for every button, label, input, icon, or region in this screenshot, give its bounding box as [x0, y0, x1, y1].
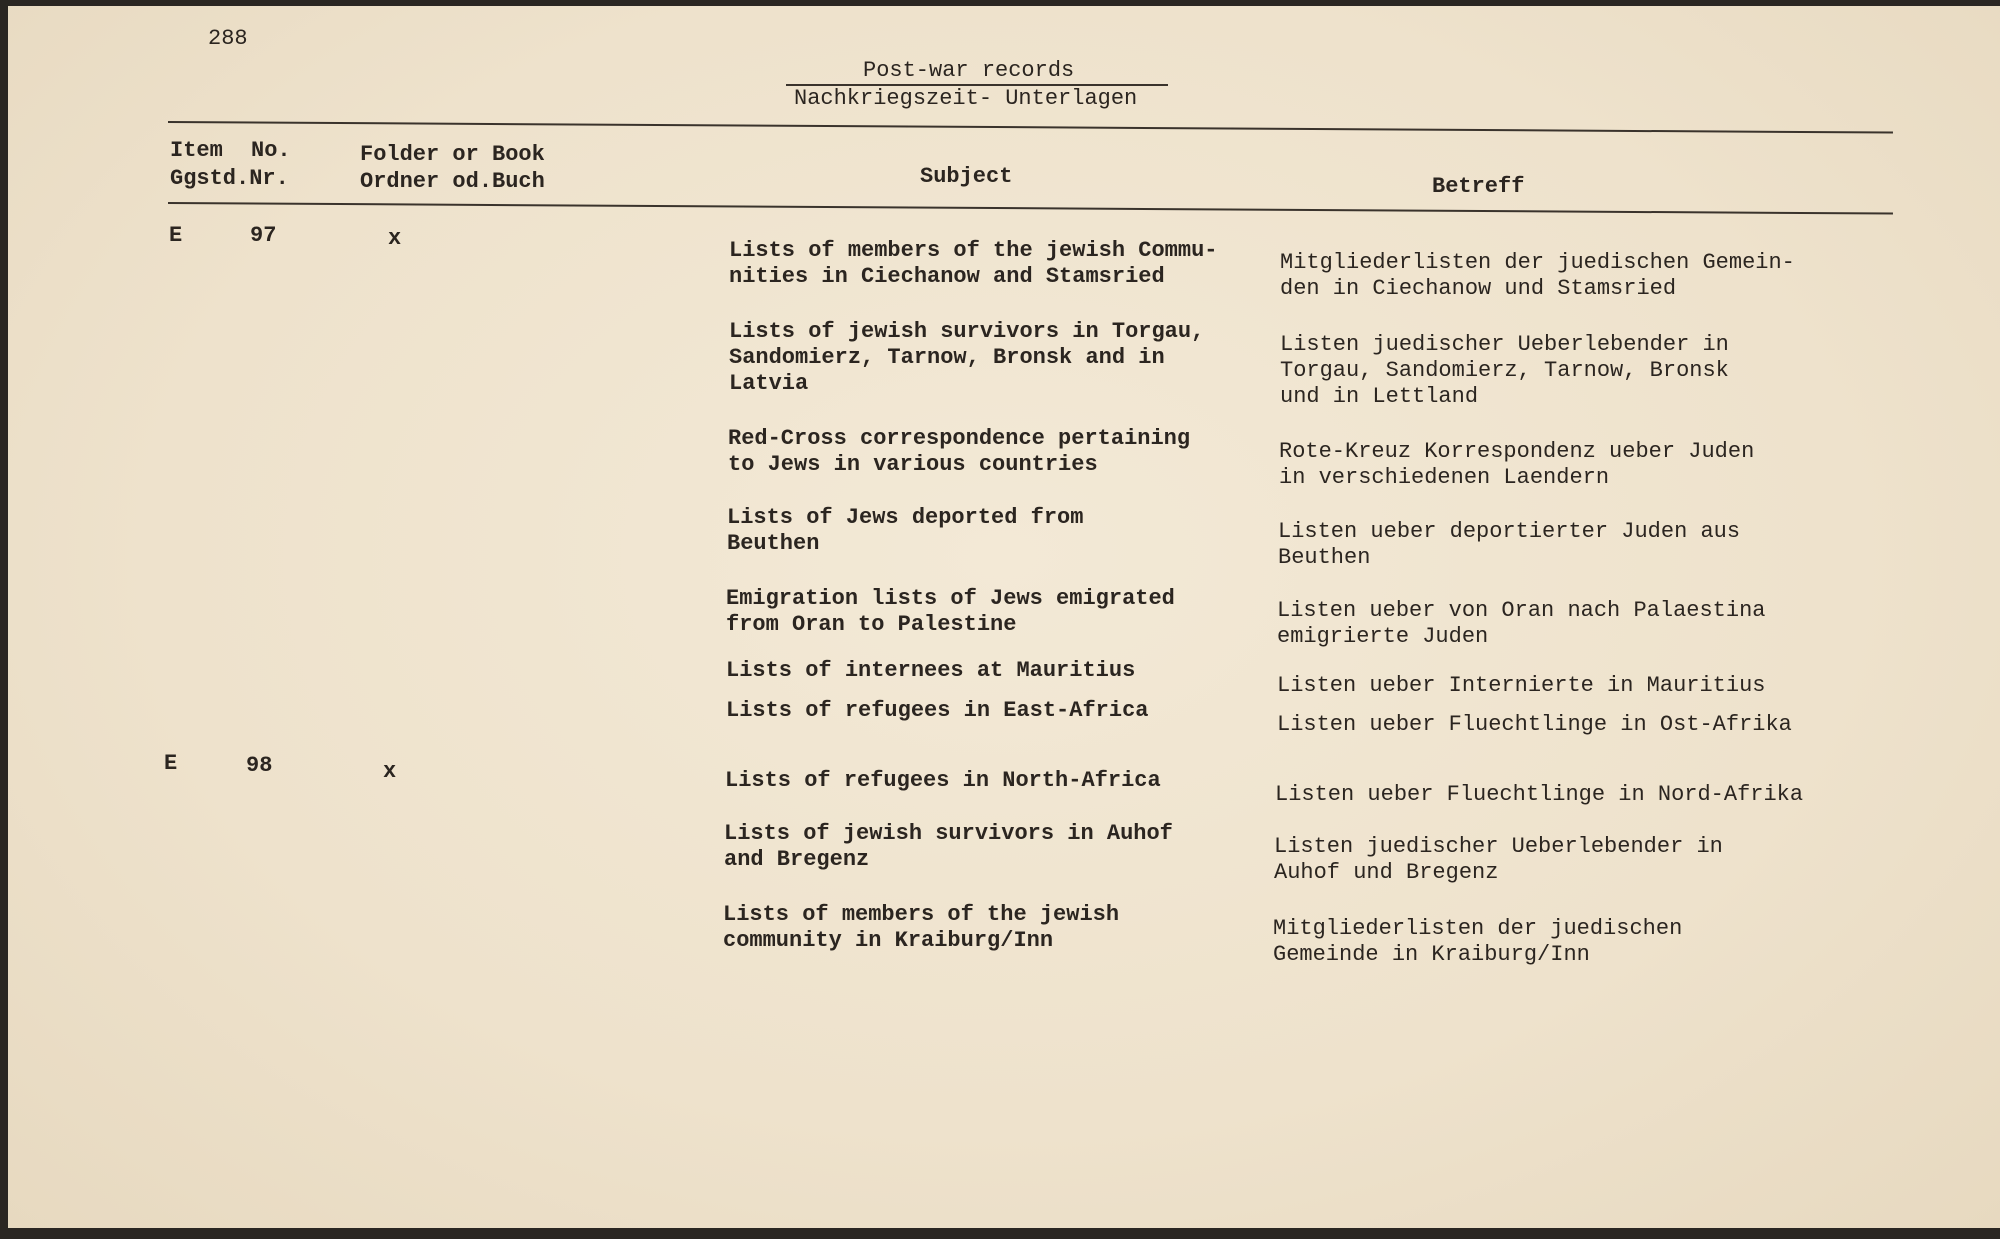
header-subject: Subject	[920, 164, 1013, 189]
header-rule-bottom	[168, 202, 1893, 215]
betreff-entry: Rote-Kreuz Korrespondenz ueber Juden in verschiedenen Laendern	[1279, 439, 1755, 490]
subject-entry: Lists of members of the jewish Commu- nities in Ciechanow and Stamsried	[729, 238, 1218, 289]
page-number: 288	[208, 26, 248, 51]
betreff-entry: Listen ueber Fluechtlinge in Ost-Afrika	[1277, 712, 1792, 737]
betreff-entry: Listen ueber von Oran nach Palaestina emigrierte Juden	[1277, 598, 1766, 649]
betreff-entry: Listen juedischer Ueberlebender in Torgau, Sandomierz, Tarnow, Bronsk und in Lettland	[1280, 332, 1729, 409]
entry-folder-mark: x	[383, 759, 397, 784]
entry-number: 97	[250, 223, 277, 248]
subject-entry: Lists of jewish survivors in Torgau, Sandomierz, Tarnow, Bronsk and in Latvia	[729, 319, 1205, 396]
header-betreff: Betreff	[1432, 174, 1525, 199]
subject-entry: Lists of members of the jewish community in Kraiburg/Inn	[723, 902, 1120, 953]
entry-number: 98	[246, 753, 273, 778]
betreff-entry: Listen juedischer Ueberlebender in Auhof und Bregenz	[1274, 834, 1723, 885]
header-item-de: Ggstd.Nr.	[170, 166, 289, 191]
betreff-entry: Listen ueber deportierter Juden aus Beuthen	[1278, 519, 1741, 570]
betreff-entry: Mitgliederlisten der juedischen Gemeinde in Kraiburg/Inn	[1273, 916, 1683, 967]
title-german: Nachkriegszeit- Unterlagen	[794, 86, 1138, 111]
subject-entry: Lists of Jews deported from Beuthen	[727, 505, 1084, 556]
subject-entry: Lists of refugees in North-Africa	[725, 768, 1161, 793]
header-folder-en: Folder or Book	[360, 142, 545, 167]
entry-item: E	[169, 223, 183, 248]
entry-item: E	[164, 751, 178, 776]
header-folder-de: Ordner od.Buch	[360, 169, 545, 194]
subject-entry: Lists of refugees in East-Africa	[726, 698, 1149, 723]
subject-entry: Lists of internees at Mauritius	[726, 658, 1136, 683]
subject-entry: Lists of jewish survivors in Auhof and Bregenz	[724, 821, 1173, 872]
header-item-en: Item	[170, 138, 223, 163]
document-page	[8, 6, 2000, 1228]
subject-entry: Emigration lists of Jews emigrated from Oran to Palestine	[726, 586, 1175, 637]
header-rule-top	[168, 121, 1893, 134]
betreff-entry: Listen ueber Fluechtlinge in Nord-Afrika	[1275, 782, 1804, 807]
header-no-en: No.	[251, 138, 291, 163]
betreff-entry: Listen ueber Internierte in Mauritius	[1277, 673, 1766, 698]
betreff-entry: Mitgliederlisten der juedischen Gemein- den in Ciechanow und Stamsried	[1280, 250, 1795, 301]
title-english: Post-war records	[863, 58, 1075, 83]
subject-entry: Red-Cross correspondence pertaining to Jews in various countries	[728, 426, 1191, 477]
entry-folder-mark: x	[388, 226, 402, 251]
